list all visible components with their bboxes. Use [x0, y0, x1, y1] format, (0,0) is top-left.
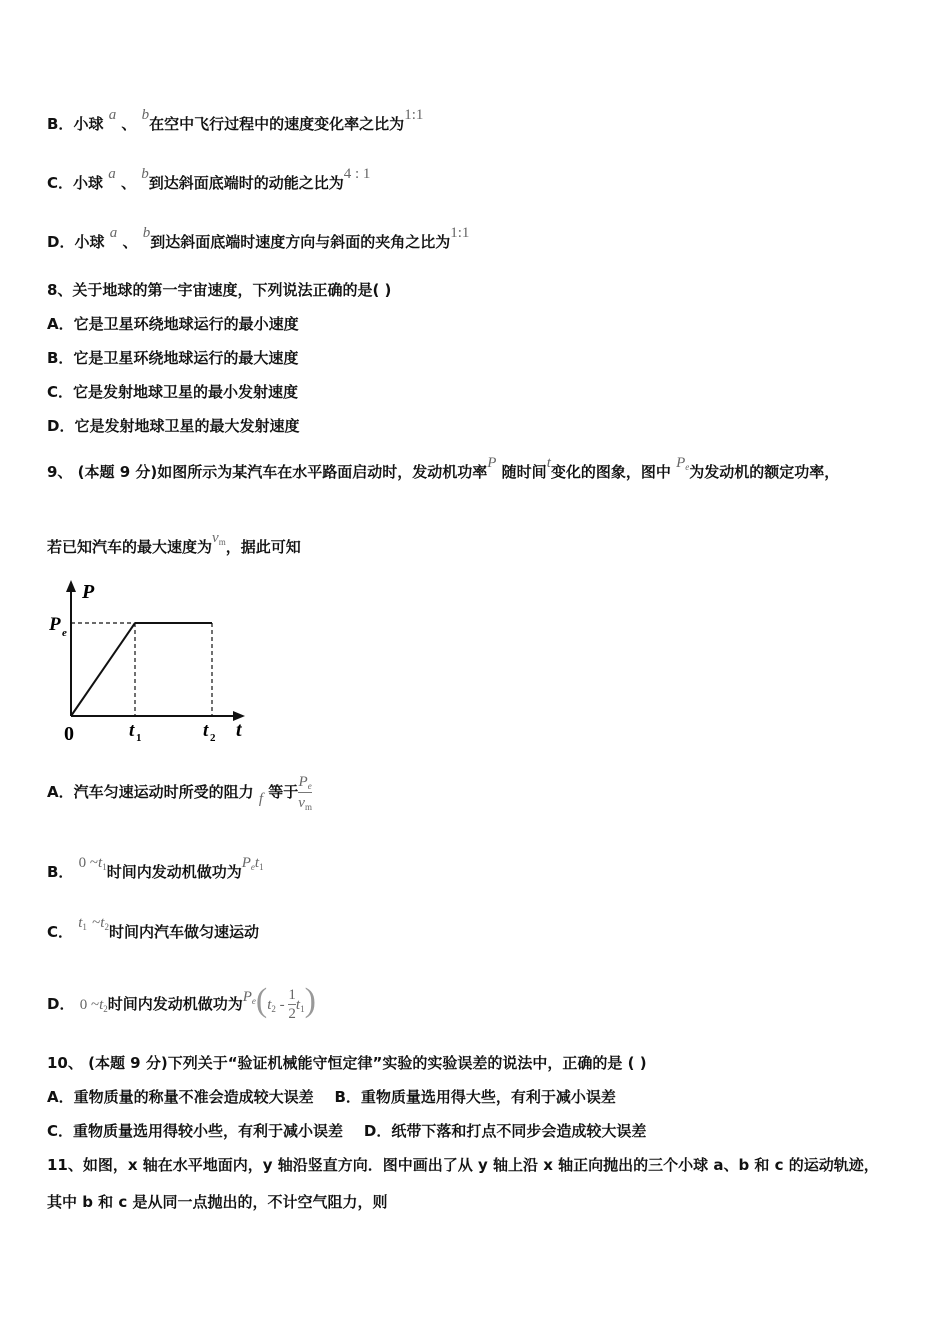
- q9-option-b: [47, 855, 264, 884]
- fraction-pe-over-vm: [298, 772, 312, 813]
- math-var-t: t: [295, 997, 301, 1013]
- math-var-P: P: [487, 455, 497, 471]
- option-text: 时间内发动机做功为: [106, 863, 242, 881]
- option-text: 小球: [73, 115, 104, 133]
- separator: 、: [122, 233, 138, 251]
- q10-stem: 10、 (本题 9 分)下列关于“验证机械能守恒定律”实验的实验误差的说法中，正确的是 ( ): [47, 1054, 647, 1072]
- math-var-b: b: [141, 107, 150, 123]
- q8-stem: 8、关于地球的第一宇宙速度，下列说法正确的是( ): [47, 281, 392, 299]
- graph-axes: [71, 588, 239, 716]
- math-sub: m: [218, 537, 226, 547]
- q7-option-c: [47, 166, 371, 194]
- math-var-t: t: [267, 997, 272, 1013]
- stem-text: 9、 (本题 9 分)如图所示为某汽车在水平路面启动时，发动机功率: [47, 463, 488, 481]
- q9-option-c: [47, 915, 259, 944]
- math-var-t: t: [254, 855, 260, 871]
- right-paren: ): [304, 982, 316, 1019]
- x-axis-label: t: [236, 719, 242, 741]
- stem-text: 随时间: [501, 463, 547, 481]
- math-sub: 1: [102, 862, 107, 872]
- option-text: 到达斜面底端时的动能之比为: [148, 174, 344, 192]
- stem-text: 变化的图象，图中: [550, 463, 671, 481]
- option-letter: B．: [47, 863, 74, 881]
- q8-option-b: B．它是卫星环绕地球运行的最大速度: [47, 349, 299, 367]
- math-var-Pe: P: [676, 455, 686, 471]
- q9-stem-line1: [47, 455, 840, 484]
- math-sub: 2: [104, 922, 109, 932]
- math-sub: 1: [300, 1004, 305, 1014]
- math-var-b: b: [141, 166, 149, 182]
- stem-text: ，据此可知: [225, 538, 301, 556]
- left-paren: (: [255, 982, 268, 1019]
- math-var-t: t: [99, 997, 104, 1013]
- math-var-t: t: [100, 915, 105, 931]
- option-text: 到达斜面底端时速度方向与斜面的夹角之比为: [150, 233, 451, 251]
- math-tilde: ~: [92, 915, 101, 931]
- stem-text: 为发动机的额定功率，: [689, 463, 840, 481]
- math-var-f: f: [258, 791, 264, 807]
- option-text: 时间内汽车做匀速运动: [108, 923, 259, 941]
- math-var-a: a: [109, 225, 118, 241]
- q11-stem-line2: 其中 b 和 c 是从同一点抛出的，不计空气阻力，则: [47, 1193, 388, 1211]
- math-var-t: t: [98, 855, 103, 871]
- q11-stem-line1: 11、如图，x 轴在水平地面内，y 轴沿竖直方向．图中画出了从 y 轴上沿 x 轴正向抛出的三个小球 a、b 和 c 的运动轨迹，: [47, 1156, 879, 1174]
- q8-option-a: A．它是卫星环绕地球运行的最小速度: [47, 315, 299, 333]
- power-time-graph: [45, 578, 255, 748]
- option-text: 等于: [268, 783, 299, 801]
- y-axis-arrow: [66, 580, 76, 592]
- math-sub: 2: [103, 1004, 108, 1014]
- pe-tick-sub: e: [62, 627, 67, 639]
- q8-option-c: C．它是发射地球卫星的最小发射速度: [47, 383, 299, 401]
- math-range-start: 0 ~: [79, 997, 100, 1013]
- separator: 、: [121, 174, 137, 192]
- q9-option-d: [47, 975, 316, 1030]
- fraction-denominator: 2: [288, 1006, 296, 1022]
- t1-tick-sub: 1: [136, 732, 142, 744]
- math-var-P: P: [241, 855, 251, 871]
- q7-option-d: [47, 225, 470, 253]
- math-var-vm: v: [212, 530, 219, 546]
- math-sub: e: [685, 462, 690, 472]
- option-letter: C．: [47, 174, 74, 192]
- math-sub: e: [307, 781, 312, 791]
- q9-stem-line2: [47, 530, 301, 559]
- option-text: 汽车匀速运动时所受的阻力: [73, 783, 254, 801]
- math-var-a: a: [108, 166, 116, 182]
- y-axis-label: P: [82, 581, 95, 603]
- q7-option-b: [47, 107, 424, 135]
- math-range-start: 0 ~: [78, 855, 99, 871]
- ramp-line: [71, 623, 135, 716]
- fraction-numerator: 1: [288, 987, 296, 1003]
- q10-options-row1: A．重物质量的称量不准会造成较大误差 B．重物质量选用得大些，有利于减小误差: [47, 1088, 616, 1106]
- t2-tick-sub: 2: [210, 732, 216, 744]
- option-letter: B．: [47, 115, 74, 133]
- t1-tick-label: t: [129, 720, 135, 741]
- math-var-t: t: [78, 915, 83, 931]
- fraction-numerator: P: [298, 774, 308, 790]
- math-var-a: a: [108, 107, 117, 123]
- math-ratio: 1:1: [450, 225, 470, 241]
- origin-label: 0: [64, 723, 74, 745]
- option-letter: D．: [47, 995, 75, 1013]
- fraction-denominator: v: [298, 795, 305, 811]
- option-text: 时间内发动机做功为: [107, 995, 243, 1013]
- stem-text: 若已知汽车的最大速度为: [47, 538, 213, 556]
- pe-tick-label: P: [49, 614, 61, 635]
- separator: 、: [121, 115, 137, 133]
- option-text: 小球: [74, 233, 105, 251]
- q8-option-d: D．它是发射地球卫星的最大发射速度: [47, 417, 300, 435]
- option-letter: A．: [47, 783, 74, 801]
- t2-tick-label: t: [203, 720, 209, 741]
- math-var-b: b: [142, 225, 151, 241]
- math-sub: e: [250, 862, 255, 872]
- math-sub: 2: [271, 1004, 276, 1014]
- q10-options-row2: C．重物质量选用得较小些，有利于减小误差 D．纸带下落和打点不同步会造成较大误差: [47, 1122, 647, 1140]
- fraction-one-half: [288, 986, 296, 1023]
- q9-option-a: [47, 769, 312, 816]
- math-sub: m: [304, 802, 312, 812]
- option-letter: D．: [47, 233, 75, 251]
- option-text: 在空中飞行过程中的速度变化率之比为: [149, 115, 405, 133]
- math-sub: 1: [259, 862, 264, 872]
- option-text: 小球: [73, 174, 104, 192]
- math-var-P: P: [242, 989, 252, 1005]
- math-ratio: 4 : 1: [343, 166, 371, 182]
- math-minus: -: [275, 997, 289, 1013]
- math-sub: 1: [82, 922, 87, 932]
- math-sub: e: [251, 996, 256, 1006]
- math-ratio: 1:1: [404, 107, 424, 123]
- option-letter: C．: [47, 923, 74, 941]
- math-var-t: t: [546, 455, 551, 471]
